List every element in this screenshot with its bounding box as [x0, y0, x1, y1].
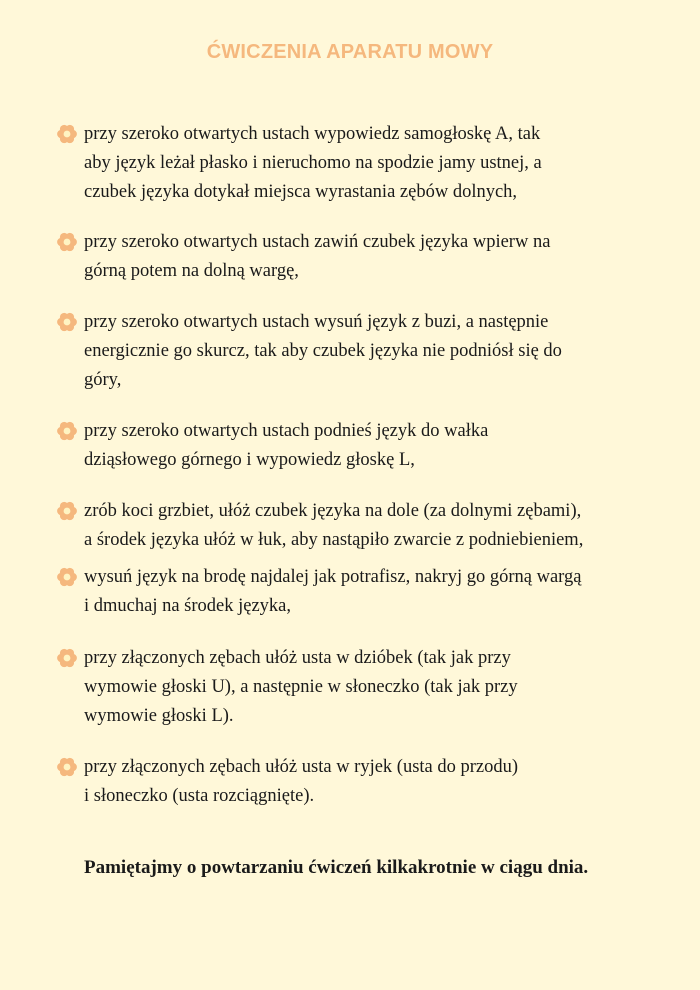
- flower-center: [64, 508, 71, 515]
- flower-icon: [56, 123, 78, 145]
- flower-center: [64, 655, 71, 662]
- list-item-text: przy szeroko otwartych ustach podnieś język do wałka dziąsłowego górnego i wypowiedz głoskę L,: [84, 421, 489, 470]
- flower-icon: [56, 500, 78, 522]
- list-item-text: zrób koci grzbiet, ułóż czubek języka na dole (za dolnymi zębami), a środek języka ułóż w łuk, aby nastąpiło zwarcie z podniebieniem,: [84, 501, 584, 550]
- page-title: ĆWICZENIA APARATU MOWY: [206, 41, 494, 63]
- flower-icon: [56, 420, 78, 442]
- flower-center: [64, 239, 71, 246]
- flower-center: [64, 131, 71, 138]
- flower-center: [64, 764, 71, 771]
- list-item-text: przy złączonych zębach ułóż usta w ryjek (usta do przodu) i słoneczko (usta rozciągnięte).: [84, 757, 519, 806]
- flower-icon: [56, 756, 78, 778]
- closing-note: Pamiętajmy o powtarzaniu ćwiczeń kilkakrotnie w ciągu dnia.: [84, 857, 589, 878]
- list-item-text: przy szeroko otwartych ustach zawiń czubek języka wpierw na górną potem na dolną wargę,: [84, 232, 551, 281]
- list-item-text: przy złączonych zębach ułóż usta w dzióbek (tak jak przy wymowie głoski U), a następnie w słoneczko (tak jak przy wymowie głoski L).: [84, 648, 518, 726]
- flower-icon: [56, 566, 78, 588]
- flower-icon: [56, 311, 78, 333]
- list-item-text: przy szeroko otwartych ustach wypowiedz samogłoskę A, tak aby język leżał płasko i nieruchomo na spodzie jamy ustnej, a czubek języka dotykał miejsca wyrastania zębów dolnych,: [84, 124, 542, 202]
- flower-icon: [56, 231, 78, 253]
- flower-center: [64, 574, 71, 581]
- list-item-text: wysuń język na brodę najdalej jak potrafisz, nakryj go górną wargą i dmuchaj na środek języka,: [84, 567, 582, 616]
- list-item-text: przy szeroko otwartych ustach wysuń język z buzi, a następnie energicznie go skurcz, tak aby czubek języka nie podniósł się do góry,: [84, 312, 562, 390]
- flower-center: [64, 428, 71, 435]
- flower-icon: [56, 647, 78, 669]
- flower-center: [64, 319, 71, 326]
